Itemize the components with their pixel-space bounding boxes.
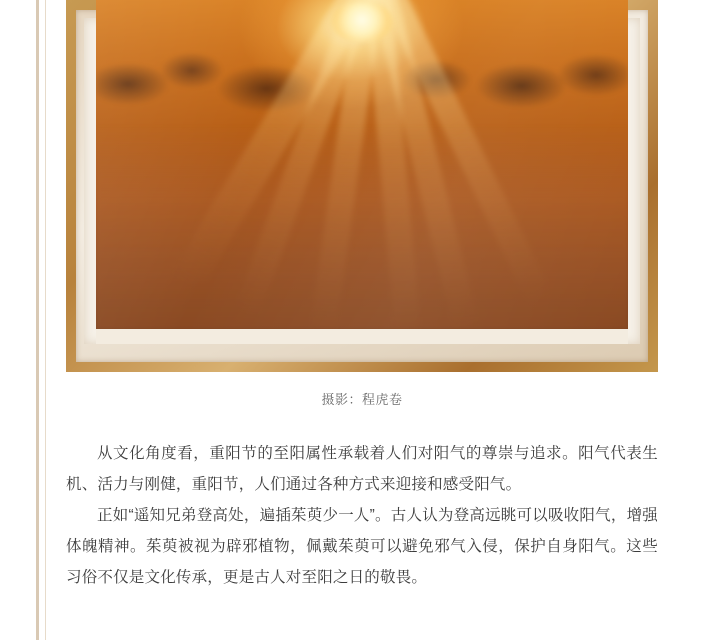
article-content — [66, 0, 658, 593]
left-margin-rule-inner — [45, 0, 46, 640]
paragraph: 从文化角度看，重阳节的至阳属性承载着人们对阳气的尊崇与追求。阳气代表生机、活力与刚健，重阳节，人们通过各种方式来迎接和感受阳气。 — [66, 445, 658, 493]
photo-image — [96, 0, 628, 329]
paragraph: 正如“遥知兄弟登高处，遍插茱萸少一人”。古人认为登高远眺可以吸收阳气，增强体魄精神。茱萸被视为辟邪植物，佩戴茱萸可以避免邪气入侵，保护自身阳气。这些习俗不仅是文化传承，更是古人对至阳之日的敬畏。 — [66, 507, 658, 586]
sunrise-photo — [66, 0, 658, 372]
photo-mat-bottom — [96, 329, 628, 344]
window-glass-reflection — [96, 0, 628, 329]
article-body — [66, 438, 658, 593]
left-margin-rule-outer — [36, 0, 39, 640]
photo-caption: 摄影：程虎卷 — [321, 392, 403, 407]
